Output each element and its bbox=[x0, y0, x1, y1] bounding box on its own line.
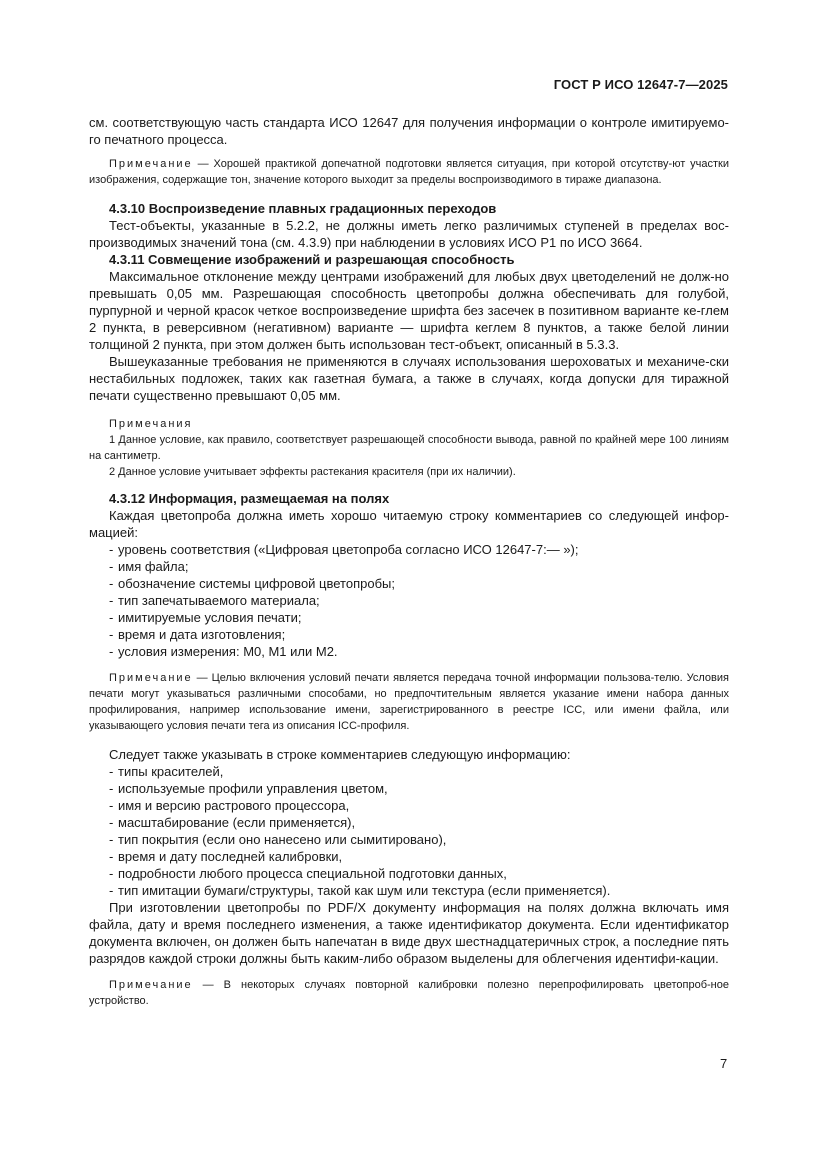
section-heading-4-3-11: 4.3.11 Совмещение изображений и разрешающая способность bbox=[109, 252, 515, 267]
note-label: Примечание bbox=[109, 672, 193, 684]
dash-marker: - bbox=[109, 542, 114, 557]
dash-marker: - bbox=[109, 627, 114, 642]
list-item: - тип запечатываемого материала; bbox=[109, 593, 320, 608]
dash-marker: - bbox=[109, 883, 114, 898]
paragraph: Тест-объекты, указанные в 5.2.2, не должны иметь легко различимых ступеней в пределах вос-производимых значений тона (см. 4.3.9) при наблюдении в условиях ИСО Р1 по ИСО 3664. bbox=[89, 218, 729, 250]
list-item: - тип покрытия (если оно нанесено или сымитировано), bbox=[109, 832, 447, 847]
dash-marker: - bbox=[109, 576, 114, 591]
section-note bbox=[89, 670, 729, 734]
note-label: Примечание bbox=[109, 158, 193, 170]
dash-marker: - bbox=[109, 559, 114, 574]
section-heading-4-3-10: 4.3.10 Воспроизведение плавных градационных переходов bbox=[109, 201, 497, 216]
dash-marker: - bbox=[109, 866, 114, 881]
list-item: - имя и версию растрового процессора, bbox=[109, 798, 350, 813]
comments-list bbox=[89, 763, 729, 899]
list-item: - имитируемые условия печати; bbox=[109, 610, 302, 625]
list-item: - имя файла; bbox=[109, 559, 189, 574]
note-item: 2 Данное условие учитывает эффекты растекания красителя (при их наличии). bbox=[109, 466, 516, 478]
note-text: — Хорошей практикой допечатной подготовки является ситуация, при которой отсутству-ют участки изображения, содержащие тон, значение которого выходит за пределы воспроизводимого в тираже диапазона. bbox=[89, 158, 729, 186]
paragraph: Максимальное отклонение между центрами изображений для любых двух цветоделений не долж-но превышать 0,05 мм. Разрешающая способность цветопробы должна обеспечивать для голубой, пурпурной и черной красок четкое воспроизведение шрифта без засечек в позитивном варианте ке-глем 2 пункта, в реверсивном (негативном) варианте — шрифта кеглем 8 пунктов, а также белой линии толщиной 2 пункта, при этом должен быть использован тест-объект, описанный в 5.3.3. bbox=[89, 269, 729, 352]
paragraph: Каждая цветопроба должна иметь хорошо читаемую строку комментариев со следующей инфор-мацией: bbox=[89, 508, 729, 540]
section-note bbox=[89, 977, 729, 1009]
intro-paragraph: см. соответствующую часть стандарта ИСО 12647 для получения информации о контроле имитируемо-го печатного процесса. bbox=[89, 115, 729, 147]
paragraph: Вышеуказанные требования не применяются в случаях использования шероховатых и механиче-ски нестабильных подложек, таких как газетная бумага, а также в случаях, когда допуски для тиражной печати существенно превышают 0,05 мм. bbox=[89, 354, 729, 403]
info-list bbox=[89, 541, 729, 660]
dash-marker: - bbox=[109, 832, 114, 847]
dash-marker: - bbox=[109, 764, 114, 779]
notes-heading bbox=[89, 416, 729, 432]
paragraph: Следует также указывать в строке комментариев следующую информацию: bbox=[109, 747, 571, 762]
dash-marker: - bbox=[109, 610, 114, 625]
list-item: - типы красителей, bbox=[109, 764, 224, 779]
paragraph: При изготовлении цветопробы по PDF/X документу информация на полях должна включать имя файла, дату и время последнего изменения, а также идентификатор документа. Если идентификатор документа включен, он должен быть напечатан в виде двух шестнадцатеричных строк, а последние пять разрядов каждой строки должны быть каким-либо образом выделены для облегчения идентифи-кации. bbox=[89, 900, 729, 966]
page-content bbox=[89, 114, 729, 1009]
list-item: - масштабирование (если применяется), bbox=[109, 815, 356, 830]
list-item: - время и дату последней калибровки, bbox=[109, 849, 343, 864]
page-number: 7 bbox=[720, 1056, 728, 1071]
list-item: - условия измерения: M0, M1 или M2. bbox=[109, 644, 338, 659]
list-item: - время и дата изготовления; bbox=[109, 627, 286, 642]
dash-marker: - bbox=[109, 593, 114, 608]
note-text: — В некоторых случаях повторной калибровки полезно перепрофилировать цветопроб-ное устройство. bbox=[89, 979, 729, 1007]
list-item: - используемые профили управления цветом, bbox=[109, 781, 388, 796]
list-item: - обозначение системы цифровой цветопробы; bbox=[109, 576, 395, 591]
document-header: ГОСТ Р ИСО 12647-7—2025 bbox=[553, 77, 728, 92]
list-item: - подробности любого процесса специальной подготовки данных, bbox=[109, 866, 507, 881]
dash-marker: - bbox=[109, 798, 114, 813]
dash-marker: - bbox=[109, 815, 114, 830]
notes-label: Примечания bbox=[109, 418, 193, 430]
section-heading-4-3-12: 4.3.12 Информация, размещаемая на полях bbox=[109, 491, 390, 506]
note-item: 1 Данное условие, как правило, соответствует разрешающей способности вывода, равной по крайней мере 100 линиям на сантиметр. bbox=[89, 434, 729, 462]
dash-marker: - bbox=[109, 644, 114, 659]
intro-note bbox=[89, 156, 729, 188]
note-label: Примечание bbox=[109, 979, 193, 991]
list-item: - тип имитации бумаги/структуры, такой как шум или текстура (если применяется). bbox=[109, 883, 611, 898]
note-text: — Целью включения условий печати является передача точной информации пользова-телю. Условия печати могут указываться различными способами, но предпочтительным является указание имени набора данных профилирования, например использование имени, зарегистрированного в реестре ICC, или имени файла, или указывающего условия печати тега из описания ICC-профиля. bbox=[89, 672, 729, 732]
dash-marker: - bbox=[109, 849, 114, 864]
list-item: - уровень соответствия («Цифровая цветопроба согласно ИСО 12647-7:— »); bbox=[109, 542, 579, 557]
dash-marker: - bbox=[109, 781, 114, 796]
